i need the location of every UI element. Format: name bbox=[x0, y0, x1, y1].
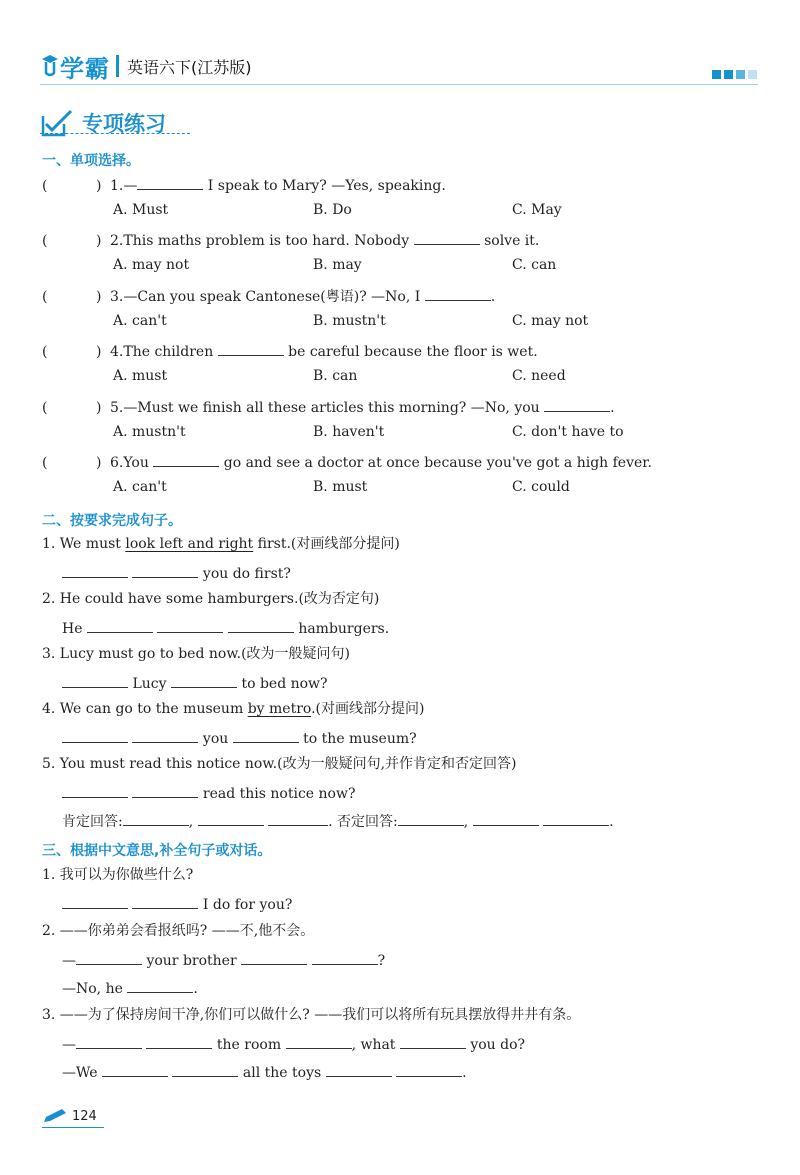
page-number: 124 bbox=[72, 1109, 97, 1124]
answer-blank[interactable] bbox=[425, 286, 491, 301]
answer-blank[interactable] bbox=[62, 728, 128, 743]
comma: , bbox=[188, 814, 194, 830]
p2-q4-mid: you bbox=[202, 731, 229, 747]
p3-q2-mid: your brother bbox=[146, 953, 237, 969]
question-number: 5. bbox=[110, 400, 124, 416]
option-b[interactable]: B. Do bbox=[313, 202, 352, 218]
p2-q1-answer bbox=[62, 563, 291, 583]
answer-blank[interactable] bbox=[62, 673, 128, 688]
option-c[interactable]: C. could bbox=[512, 479, 570, 495]
negative-answer-label: . 否定回答: bbox=[328, 814, 398, 830]
answer-blank[interactable] bbox=[132, 728, 198, 743]
question-stem-end: solve it. bbox=[479, 233, 540, 249]
option-b[interactable]: B. must bbox=[313, 479, 368, 495]
answer-blank[interactable] bbox=[132, 563, 198, 578]
header-squares bbox=[712, 70, 757, 79]
answer-blank[interactable] bbox=[157, 618, 223, 633]
bracket-open: ( bbox=[42, 400, 48, 416]
banner-underline bbox=[40, 133, 190, 134]
p2-q1-text: 1. We must bbox=[42, 536, 126, 552]
question-row bbox=[42, 397, 615, 417]
p2-q2: 2. He could have some hamburgers.(改为否定句) bbox=[42, 591, 380, 607]
part1-heading: 一、单项选择。 bbox=[42, 153, 140, 169]
banner-title: 专项练习 bbox=[82, 112, 166, 136]
part3-heading: 三、根据中文意思,补全句子或对话。 bbox=[42, 843, 272, 859]
answer-bracket[interactable] bbox=[42, 399, 110, 417]
underlined-phrase: by metro bbox=[247, 701, 312, 717]
p2-q4-answer bbox=[62, 728, 417, 748]
underlined-phrase: look left and right bbox=[125, 536, 254, 552]
p3-q2-line2 bbox=[62, 978, 198, 998]
option-a[interactable]: A. mustn't bbox=[113, 424, 186, 440]
bracket-open: ( bbox=[42, 233, 48, 249]
question-stem-end: be careful because the floor is wet. bbox=[283, 344, 538, 360]
period: . bbox=[193, 981, 198, 997]
p3-q2-no: —No, he bbox=[62, 981, 123, 997]
question-number: 2. bbox=[110, 233, 124, 249]
dash: — bbox=[62, 1037, 76, 1053]
option-c[interactable]: C. can bbox=[512, 257, 557, 273]
header-brand bbox=[40, 47, 252, 85]
question-stem: You bbox=[123, 455, 154, 471]
bracket-close: ) bbox=[96, 455, 102, 471]
p3-q3-mid3: all the toys bbox=[242, 1065, 322, 1081]
answer-blank[interactable] bbox=[286, 1034, 352, 1049]
comma: , bbox=[463, 814, 469, 830]
question-stem: — bbox=[123, 178, 138, 194]
question-stem-end: . bbox=[490, 289, 496, 305]
answer-blank[interactable] bbox=[87, 618, 153, 633]
question-row bbox=[42, 452, 652, 472]
part2-heading: 二、按要求完成句子。 bbox=[42, 513, 182, 529]
answer-blank[interactable] bbox=[400, 1034, 466, 1049]
p2-q4 bbox=[42, 700, 424, 718]
question-mark: ? bbox=[377, 953, 386, 969]
p3-q3-mid2: , what bbox=[351, 1037, 396, 1053]
answer-blank[interactable] bbox=[172, 1062, 238, 1077]
header-divider bbox=[40, 84, 758, 85]
answer-blank[interactable] bbox=[228, 618, 294, 633]
answer-blank[interactable] bbox=[132, 783, 198, 798]
footer-underline bbox=[42, 1127, 104, 1128]
p2-q3: 3. Lucy must go to bed now.(改为一般疑问句) bbox=[42, 646, 351, 662]
question-stem-end: I speak to Mary? —Yes, speaking. bbox=[203, 178, 446, 194]
p2-q2-pre: He bbox=[62, 621, 83, 637]
answer-blank[interactable] bbox=[398, 811, 464, 826]
option-b[interactable]: B. haven't bbox=[313, 424, 385, 440]
option-b[interactable]: B. can bbox=[313, 368, 358, 384]
question-number: 6. bbox=[110, 455, 124, 471]
book-title: 英语六下(江苏版) bbox=[127, 57, 252, 77]
answer-blank[interactable] bbox=[76, 950, 142, 965]
bracket-open: ( bbox=[42, 455, 48, 471]
answer-blank[interactable] bbox=[312, 950, 378, 965]
p3-q3-we: —We bbox=[62, 1065, 98, 1081]
bracket-close: ) bbox=[96, 400, 102, 416]
bracket-close: ) bbox=[96, 178, 102, 194]
p3-q3-mid1: the room bbox=[216, 1037, 282, 1053]
p2-q5: 5. You must read this notice now.(改为一般疑问句,并作肯定和否定回答) bbox=[42, 756, 517, 772]
p2-q3-mid: Lucy bbox=[132, 676, 167, 692]
option-c[interactable]: C. May bbox=[512, 202, 562, 218]
period: . bbox=[462, 1065, 467, 1081]
p2-q5-answer bbox=[62, 783, 355, 803]
answer-bracket[interactable] bbox=[42, 288, 110, 306]
answer-blank[interactable] bbox=[127, 978, 193, 993]
p3-q3-line2 bbox=[62, 1062, 467, 1082]
question-number: 3. bbox=[110, 289, 124, 305]
option-a[interactable]: A. can't bbox=[113, 313, 167, 329]
answer-blank[interactable] bbox=[473, 811, 539, 826]
question-row bbox=[42, 230, 539, 250]
option-a[interactable]: A. Must bbox=[113, 202, 169, 218]
bracket-open: ( bbox=[42, 178, 48, 194]
question-stem: —Must we finish all these articles this morning? —No, you bbox=[123, 400, 545, 416]
answer-blank[interactable] bbox=[543, 811, 609, 826]
answer-bracket[interactable] bbox=[42, 232, 110, 250]
bracket-close: ) bbox=[96, 233, 102, 249]
bracket-close: ) bbox=[96, 344, 102, 360]
p2-q3-answer bbox=[62, 673, 328, 693]
answer-blank[interactable] bbox=[544, 397, 610, 412]
option-c[interactable]: C. don't have to bbox=[512, 424, 624, 440]
option-b[interactable]: B. may bbox=[313, 257, 362, 273]
p3-q2: 2. ——你弟弟会看报纸吗? ——不,他不会。 bbox=[42, 923, 315, 939]
p2-q4-text: 4. We can go to the museum bbox=[42, 701, 248, 717]
p3-q1-answer bbox=[62, 894, 292, 914]
p2-q1-instruction: first.(对画线部分提问) bbox=[253, 536, 400, 552]
question-row bbox=[42, 175, 446, 195]
bracket-open: ( bbox=[42, 344, 48, 360]
answer-blank[interactable] bbox=[137, 175, 203, 190]
period: . bbox=[609, 814, 614, 830]
p2-q4-end: to the museum? bbox=[303, 731, 417, 747]
brand-separator bbox=[116, 55, 119, 77]
question-row bbox=[42, 341, 538, 361]
answer-blank[interactable] bbox=[62, 894, 128, 909]
p2-q5-short-answers bbox=[62, 811, 614, 831]
positive-answer-label: 肯定回答: bbox=[62, 814, 123, 830]
p3-q3: 3. ——为了保持房间干净,你们可以做什么? ——我们可以将所有玩具摆放得井井有条。 bbox=[42, 1007, 581, 1023]
answer-blank[interactable] bbox=[132, 894, 198, 909]
question-stem: This maths problem is too hard. Nobody bbox=[123, 233, 414, 249]
question-row bbox=[42, 286, 495, 306]
dash: — bbox=[62, 953, 76, 969]
answer-bracket[interactable] bbox=[42, 454, 110, 472]
p2-q5-answer-text: read this notice now? bbox=[202, 786, 356, 802]
option-b[interactable]: B. mustn't bbox=[313, 313, 386, 329]
bracket-open: ( bbox=[42, 289, 48, 305]
answer-blank[interactable] bbox=[146, 1034, 212, 1049]
answer-blank[interactable] bbox=[102, 1062, 168, 1077]
answer-blank[interactable] bbox=[62, 783, 128, 798]
brand-logo-text: 学霸 bbox=[60, 54, 110, 83]
answer-blank[interactable] bbox=[62, 563, 128, 578]
option-c[interactable]: C. may not bbox=[512, 313, 589, 329]
option-a[interactable]: A. must bbox=[113, 368, 168, 384]
answer-blank[interactable] bbox=[171, 673, 237, 688]
p3-q3-line1 bbox=[62, 1034, 525, 1054]
answer-bracket[interactable] bbox=[42, 343, 110, 361]
option-a[interactable]: A. may not bbox=[113, 257, 190, 273]
pencil-icon bbox=[42, 1108, 68, 1128]
answer-blank[interactable] bbox=[241, 950, 307, 965]
p2-q3-post: to bed now? bbox=[241, 676, 328, 692]
answer-blank[interactable] bbox=[326, 1062, 392, 1077]
answer-blank[interactable] bbox=[153, 452, 219, 467]
answer-blank[interactable] bbox=[123, 811, 189, 826]
answer-blank[interactable] bbox=[76, 1034, 142, 1049]
graduation-cap-icon bbox=[40, 53, 60, 79]
question-stem-end: . bbox=[610, 400, 615, 416]
p2-q2-post: hamburgers. bbox=[298, 621, 390, 637]
option-a[interactable]: A. can't bbox=[113, 479, 167, 495]
p2-q1-answer-text: you do first? bbox=[202, 566, 291, 582]
question-stem: The children bbox=[123, 344, 218, 360]
answer-blank[interactable] bbox=[198, 811, 264, 826]
question-stem-end: go and see a doctor at once because you've got a high fever. bbox=[219, 455, 652, 471]
answer-blank[interactable] bbox=[268, 811, 328, 826]
answer-blank[interactable] bbox=[396, 1062, 462, 1077]
p2-q1 bbox=[42, 535, 400, 553]
p3-q3-end1: you do? bbox=[470, 1037, 526, 1053]
question-number: 4. bbox=[110, 344, 124, 360]
question-number: 1. bbox=[110, 178, 124, 194]
p2-q4-instruction: .(对画线部分提问) bbox=[311, 701, 425, 717]
answer-blank[interactable] bbox=[414, 230, 480, 245]
p3-q1-answer-text: I do for you? bbox=[202, 897, 293, 913]
p2-q2-answer bbox=[62, 618, 389, 638]
p3-q1: 1. 我可以为你做些什么? bbox=[42, 867, 194, 883]
bracket-close: ) bbox=[96, 289, 102, 305]
question-stem: —Can you speak Cantonese(粤语)? —No, I bbox=[123, 289, 425, 305]
answer-blank[interactable] bbox=[233, 728, 299, 743]
answer-bracket[interactable] bbox=[42, 177, 110, 195]
p3-q2-line1 bbox=[62, 950, 385, 970]
answer-blank[interactable] bbox=[218, 341, 284, 356]
option-c[interactable]: C. need bbox=[512, 368, 566, 384]
